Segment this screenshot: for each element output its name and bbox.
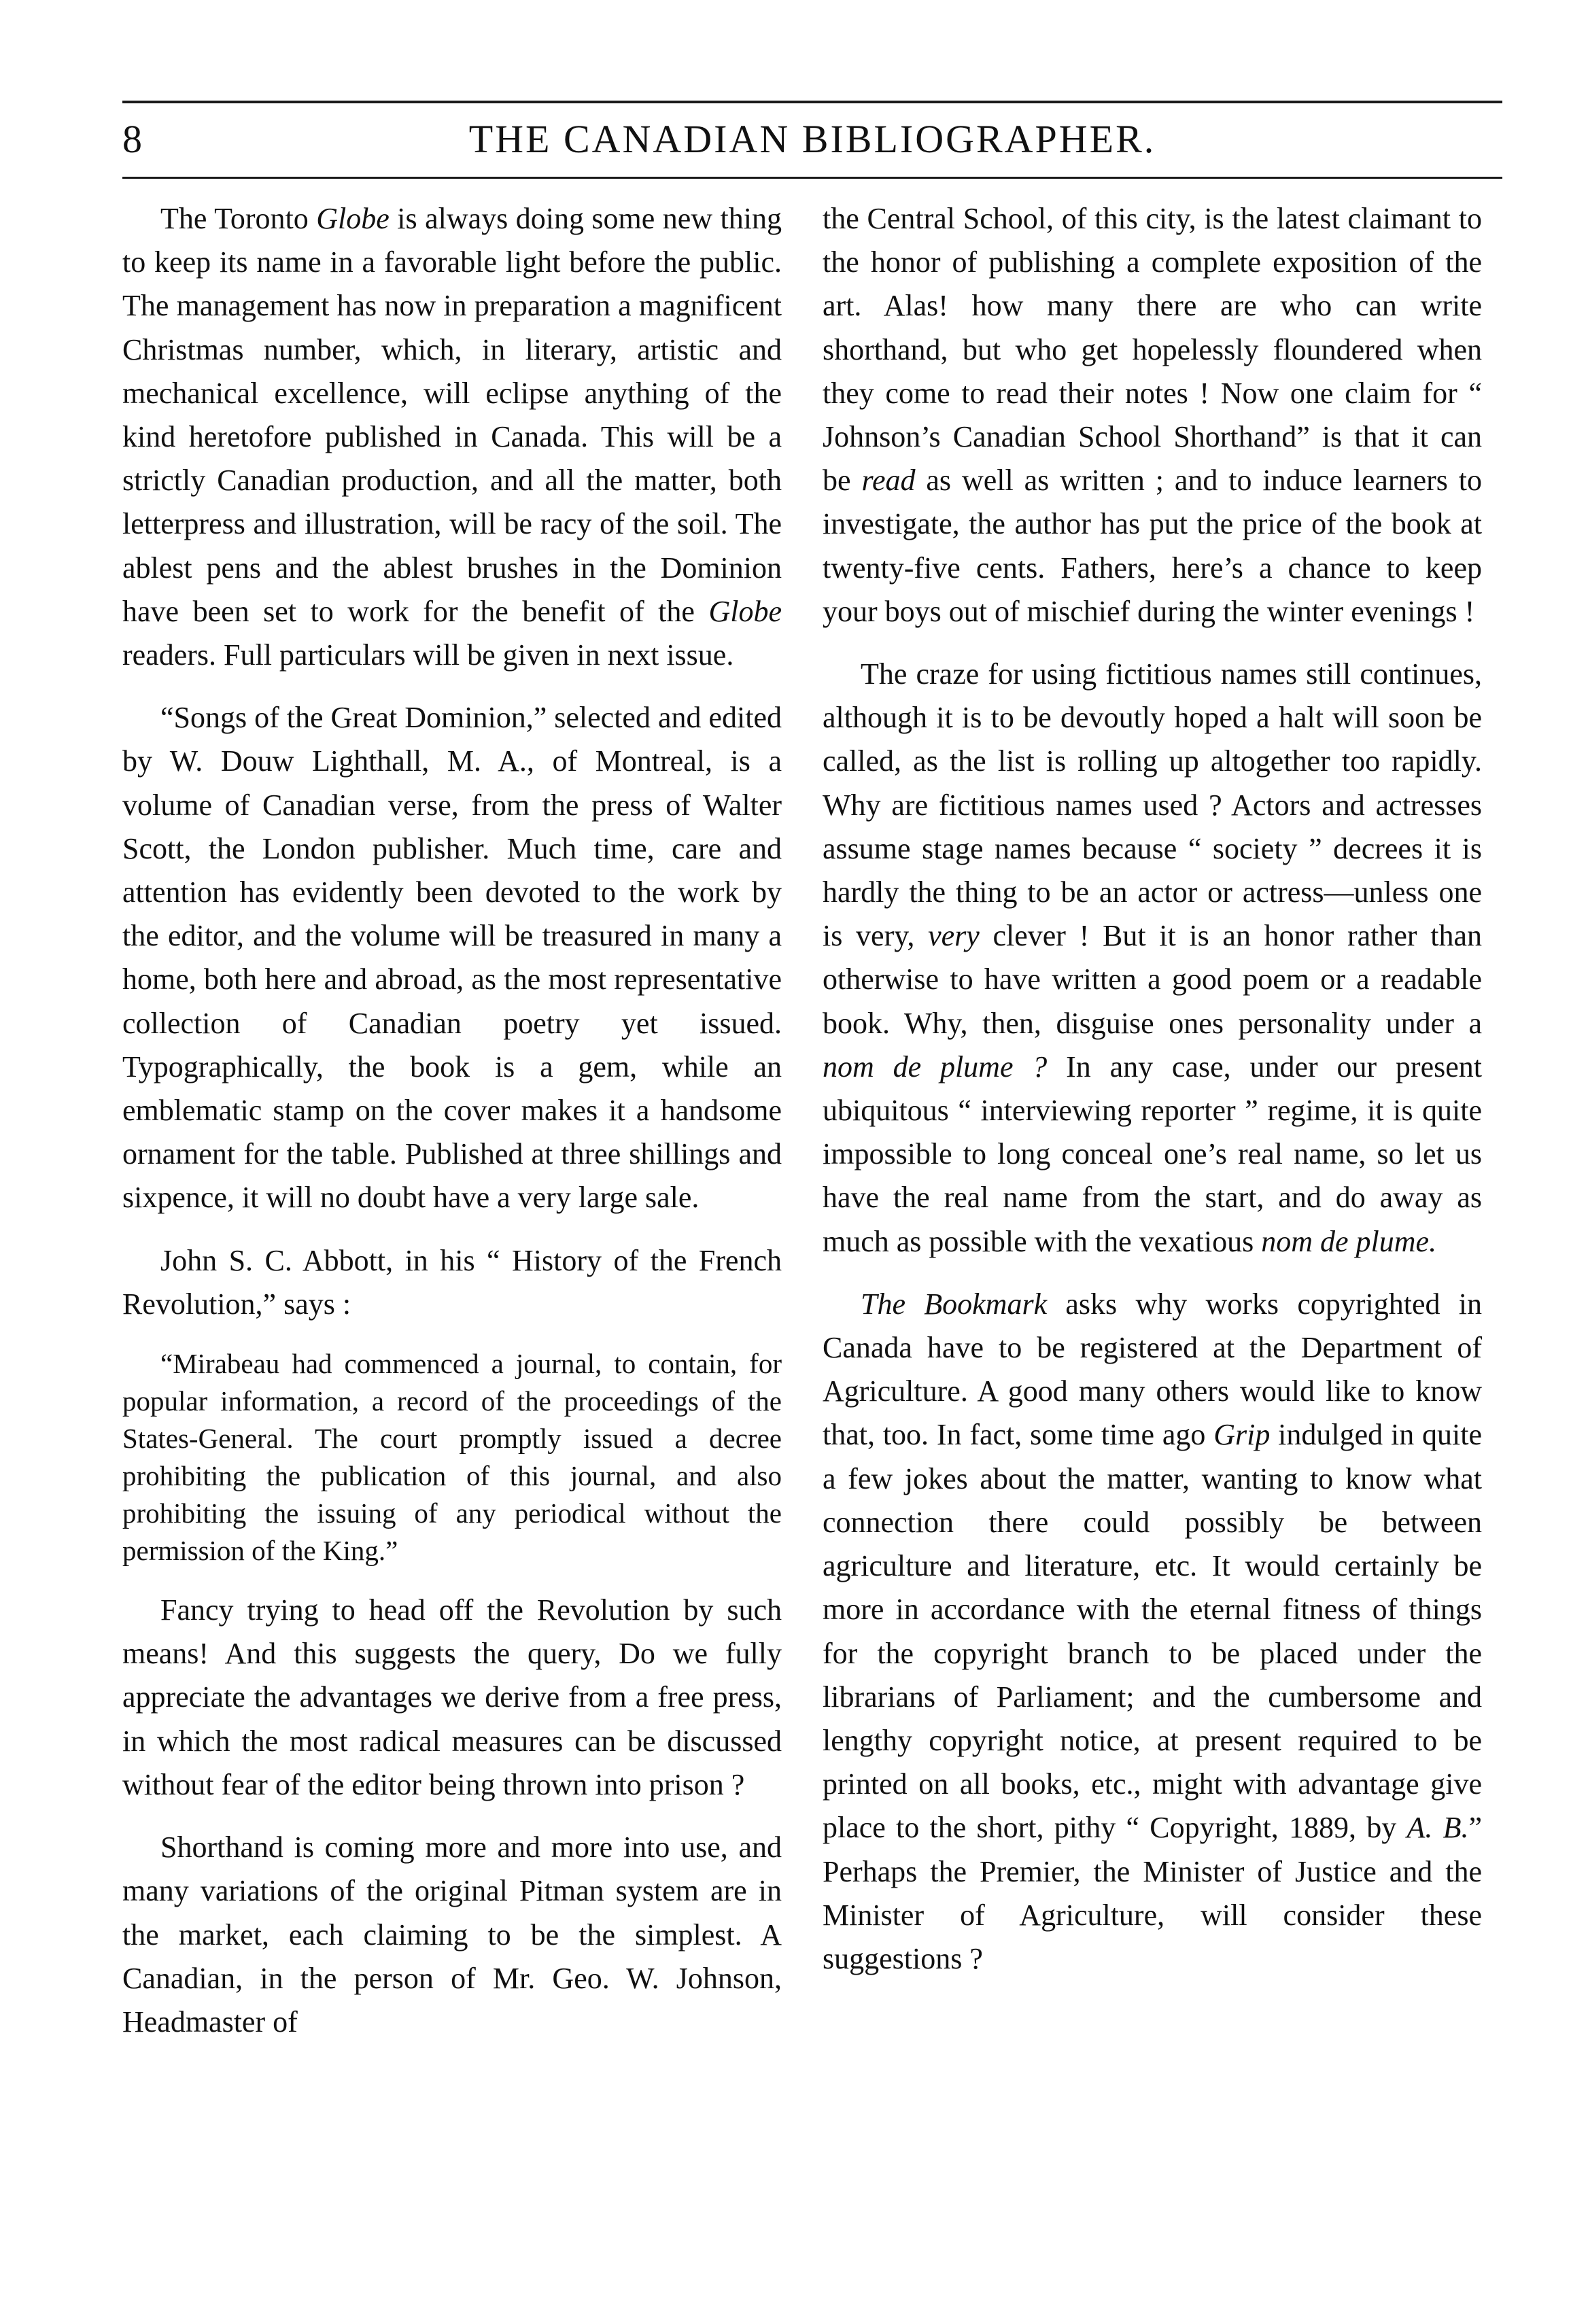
italic-title: Globe (316, 202, 390, 235)
running-title: THE CANADIAN BIBLIOGRAPHER. (468, 117, 1156, 161)
italic-title: Globe (708, 594, 782, 628)
block-quote-mirabeau: “Mirabeau had commenced a journal, to contain, for popular information, a record of the proceedings of the States-General. The court promptly issued a decree prohibiting the publication of this journal, and also prohibiting the issuing of any periodical without the permission of the King.” (122, 1348, 782, 1567)
text-run: asks why works copyrighted in Canada have to be registered at the Department of Agriculture. A good many others would like to know that, too. In fact, some time ago (823, 1287, 1482, 1452)
paragraph-bookmark-copyright (823, 1283, 1482, 1981)
paragraph-revolution: Fancy trying to head off the Revolution by such means! And this suggests the query, Do we fully appreciate the advantages we derive from a free press, in which the most radical measures can be discussed without fear of the editor being thrown into prison ? (122, 1593, 782, 1801)
italic-word: read (861, 464, 916, 498)
paragraph-shorthand-continued (823, 197, 1482, 634)
text-run: clever ! But it is an honor rather than otherwise to have written a good poem or a readable book. Why, then, disguise ones personality under a (823, 919, 1483, 1040)
italic-phrase: nom de plume ? (823, 1050, 1048, 1083)
text-run: The craze for using fictitious names still continues, although it is to be devoutly hoped a halt will soon be called, as the list is rolling up altogether too rapidly. Why are fictitious names used ? Actors and actresses assume stage names because “ society ” decrees it is hardly the thing to be an actor or actress—unless one is very, (823, 657, 1482, 953)
right-column (823, 197, 1482, 2000)
paragraph-shorthand: Shorthand is coming more and more into use, and many variations of the original Pitman system are in the market, each claiming to be the simplest. A Canadian, in the person of Mr. Geo. W. Johnson, Headmaster of (122, 1831, 782, 2039)
page-header (122, 109, 1502, 170)
text-run: is always doing some new thing to keep its name in a favorable light before the public. The management has now in preparation a magnificent Christmas number, which, in literary, artistic and mechanical excellence, will eclipse anything of the kind heretofore published in Canada. This will be a strictly Canadian production, and all the matter, both letterpress and illustration, will be racy of the soil. The ablest pens and the ablest brushes in the Dominion have been set to work for the benefit of the (122, 202, 782, 628)
text-run: ” Perhaps the Premier, the Minister of Justice and the Minister of Agriculture, will consider these suggestions ? (823, 1811, 1483, 1975)
text-run: readers. Full particulars will be given in next issue. (122, 638, 734, 672)
text-run: In any case, under our present ubiquitous “ interviewing reporter ” regime, it is quite impossible to long conceal one’s real name, so let us have the real name from the start, and do away as much as possible with the vexatious (823, 1050, 1482, 1258)
text-run: the Central School, of this city, is the latest claimant to the honor of publishing a complete exposition of the art. Alas! how many there are who can write shorthand, but who get hopelessly floundered when they come to read their notes ! Now one claim for “ Johnson’s Canadian School Shorthand” is that it can be (823, 202, 1482, 498)
header-top-rule (122, 101, 1502, 103)
paragraph-abbott-intro: John S. C. Abbott, in his “ History of the French Revolution,” says : (122, 1243, 782, 1321)
italic-title: The Bookmark (861, 1287, 1048, 1321)
paragraph-globe-christmas (122, 197, 782, 677)
page-number: 8 (122, 117, 144, 161)
paragraph-fictitious-names (823, 653, 1482, 1264)
italic-phrase: nom de plume. (1261, 1224, 1437, 1258)
italic-title: Grip (1213, 1418, 1271, 1452)
left-column (122, 197, 782, 2063)
header-bottom-rule (122, 177, 1502, 179)
text-run: The Toronto (160, 202, 317, 235)
paragraph-songs-dominion: “Songs of the Great Dominion,” selected and edited by W. Douw Lighthall, M. A., of Montreal, is a volume of Canadian verse, from the press of Walter Scott, the London publisher. Much time, care and attention has evidently been devoted to the work by the editor, and the volume will be treasured in many a home, both here and abroad, as the most representative collection of Canadian poetry yet issued. Typographically, the book is a gem, while an emblematic stamp on the cover makes it a handsome ornament for the table. Published at three shillings and sixpence, it will no doubt have a very large sale. (122, 701, 782, 1215)
italic-word: very (928, 919, 980, 953)
text-run: indulged in quite a few jokes about the matter, wanting to know what connection there could possibly be between agriculture and literature, etc. It would certainly be more in accordance with the eternal fitness of things for the copyright branch to be placed under the librarians of Parliament; and the cumbersome and lengthy copyright notice, at present required to be printed on all books, etc., might with advantage give place to the short, pithy “ Copyright, 1889, by (823, 1418, 1482, 1845)
text-run: as well as written ; and to induce learners to investigate, the author has put the price of the book at twenty-five cents. Fathers, here’s a chance to keep your boys out of mischief during the winter evenings ! (823, 464, 1483, 628)
italic-initials: A. B. (1406, 1811, 1469, 1845)
